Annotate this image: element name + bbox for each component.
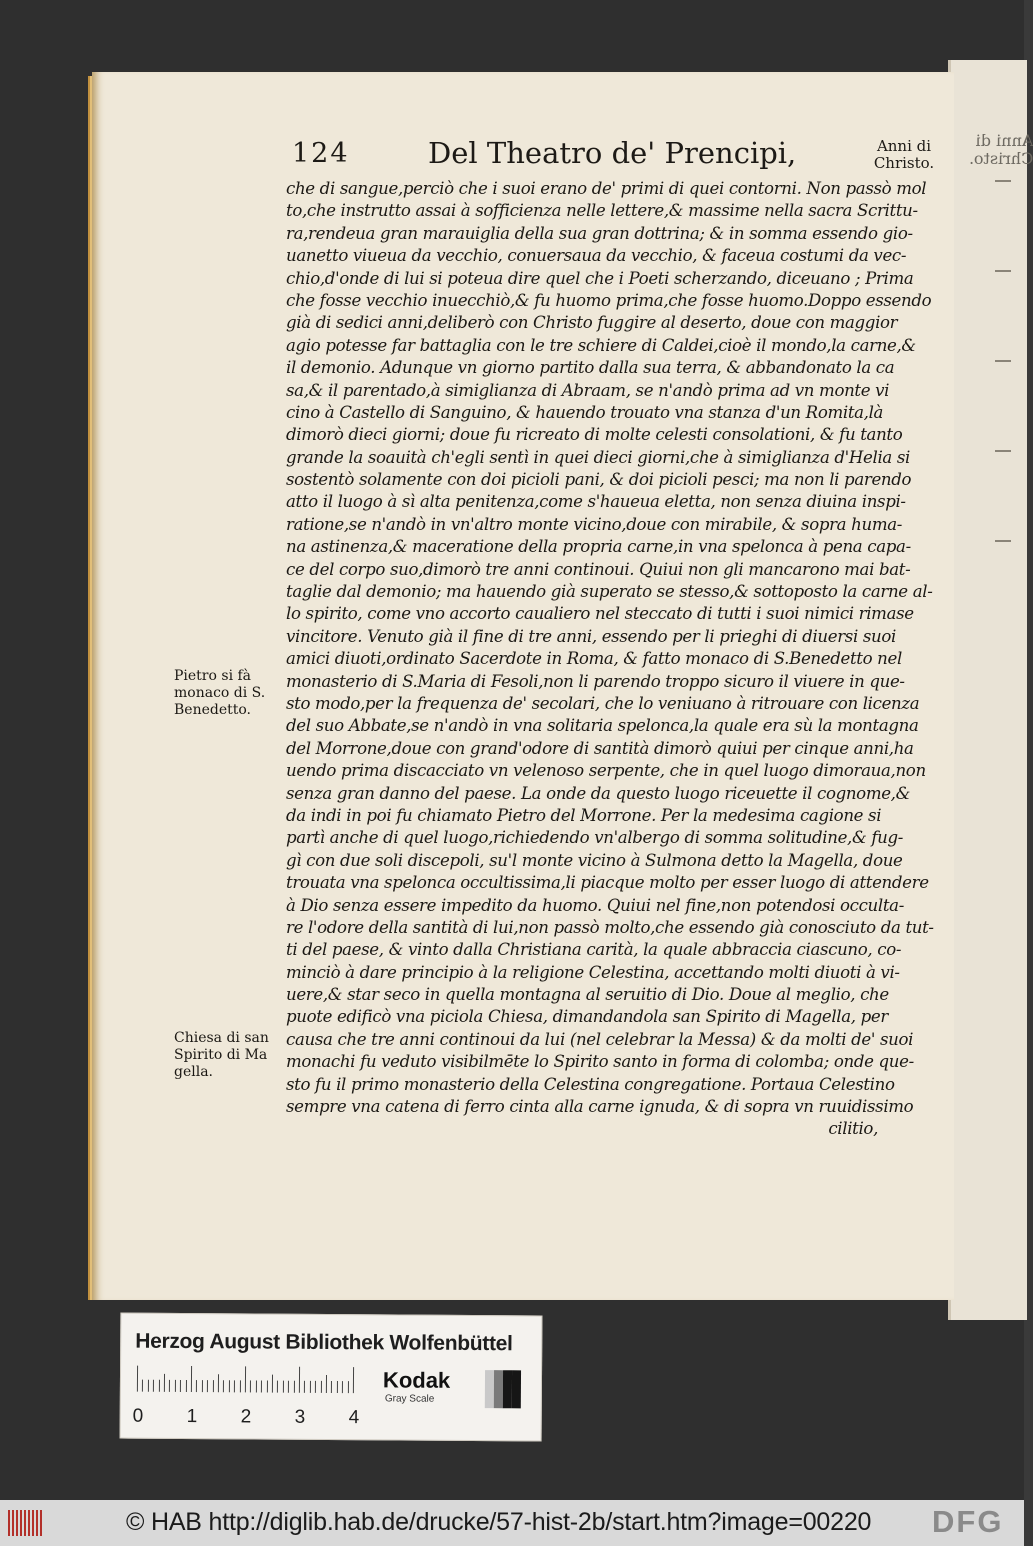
text-line: minciò à dare principio à la religione Celestina, accettando molti diuoti à vi- <box>286 962 900 982</box>
ruler-tick <box>347 1381 348 1393</box>
text-line: il demonio. Adunque vn giorno partito dalla sua terra, & abbandonato la ca <box>286 358 895 378</box>
viewer-footer <box>0 1500 1024 1546</box>
year-column-label <box>868 138 940 172</box>
text-line: vincitore. Venuto già il fine di tre anni, essendo per li prieghi di diuersi suoi <box>286 626 896 646</box>
ruler-tick <box>256 1380 257 1392</box>
ruler-tick <box>137 1366 138 1392</box>
ruler-tick <box>342 1381 343 1393</box>
ruler-tick <box>234 1380 235 1392</box>
text-line: uanetto viueua da vecchio, conuersaua da vecchio, & faceua costumi da vec- <box>286 246 907 266</box>
scale-number: 3 <box>294 1406 306 1428</box>
page-header <box>292 138 952 178</box>
text-line: sto modo,per la frequenza de' secolari, che lo veniuano à ritrouare con licenza <box>286 693 920 713</box>
ruler-tick <box>164 1374 165 1392</box>
year-label-line: Anni di <box>876 137 932 155</box>
marginal-note-line: Chiesa di san <box>174 1030 269 1046</box>
text-line: chio,d'onde di lui si poteua dire quel che i Poeti scherzando, diceuano ; Prima <box>286 268 914 288</box>
ruler-tick <box>142 1380 143 1392</box>
text-line: sempre vna catena di ferro cinta alla carne ignuda, & di sopra vn ruuidissimo <box>286 1097 914 1117</box>
text-line: del Morrone,doue con grand'odore di santità dimorò quiui per cinque anni,ha <box>286 738 914 758</box>
ruler-tick <box>288 1381 289 1393</box>
text-line: atto il luogo à sì alta penitenza,come s'haueua eletta, non senza diuina inspi- <box>286 492 906 512</box>
text-line: monachi fu veduto visibilmēte lo Spirito santo in forma di colomba; onde que- <box>286 1052 914 1072</box>
marginal-note-pietro <box>174 668 278 719</box>
scale-number: 2 <box>240 1406 252 1428</box>
ruler-tick <box>277 1381 278 1393</box>
ruler-tick <box>207 1380 208 1392</box>
text-line: da indi in poi fu chiamato Pietro del Morrone. Per la medesima cagione si <box>286 805 882 825</box>
ruler-tick <box>315 1381 316 1393</box>
scale-number: 4 <box>348 1407 360 1429</box>
facing-mark <box>995 270 1011 272</box>
text-line: ra,rendeua gran marauiglia della sua gran dottrina; & in somma essendo gio- <box>286 223 913 243</box>
ruler-tick <box>229 1380 230 1392</box>
dfg-logo: DFG <box>932 1504 1004 1539</box>
text-line: trouata vna spelonca occultissima,li piacque molto per esser luogo di attendere <box>286 873 929 893</box>
page-number: 124 <box>292 138 350 169</box>
source-url[interactable]: © HAB http://diglib.hab.de/drucke/57-hist-2b/start.htm?image=00220 <box>126 1508 872 1536</box>
ruler-tick <box>320 1381 321 1393</box>
ruler-tick <box>239 1380 240 1392</box>
text-line: to,che instrutto assai à sofficienza nelle lettere,& massime nella sacra Scrittu- <box>286 201 918 221</box>
ruler-tick <box>245 1366 246 1392</box>
ruler-tick <box>326 1375 327 1393</box>
text-line: che di sangue,perciò che i suoi erano de' primi di quei contorni. Non passò mol <box>286 179 927 198</box>
text-line: monasterio di S.Maria di Fesoli,non li parendo troppo sicuro il viuere in que- <box>286 671 905 691</box>
ruler-tick <box>212 1380 213 1392</box>
text-line: grande la soauità ch'egli sentì in quei dieci giorni,che à simiglianza d'Helia si <box>286 447 910 467</box>
text-line: gì con due soli discepoli, su'l monte vicino à Sulmona detto la Magella, doue <box>286 850 903 870</box>
ruler-tick <box>148 1380 149 1392</box>
ruler-tick <box>299 1367 300 1393</box>
ruler-tick <box>158 1380 159 1392</box>
ruler-tick <box>310 1381 311 1393</box>
kodak-logo: Kodak <box>382 1367 451 1393</box>
ruler-tick <box>180 1380 181 1392</box>
text-line: re l'odore della santità di lui,non passò molto,che essendo già conosciuto da tut- <box>286 917 934 937</box>
ruler-tick <box>191 1366 192 1392</box>
text-line: partì anche di quel luogo,richiedendo vn'albergo di somma solitudine,& fug- <box>286 828 903 848</box>
facing-mirror-line: Anni di <box>975 131 1033 150</box>
ruler-tick <box>337 1381 338 1393</box>
text-line: na astinenza,& maceratione della propria carne,in vna spelonca à pena capa- <box>286 537 911 557</box>
ruler-tick <box>293 1381 294 1393</box>
marginal-note-line: monaco di S. <box>174 685 266 701</box>
ruler-tick <box>218 1374 219 1392</box>
year-label-line: Christo. <box>873 154 935 172</box>
text-line: amici diuoti,ordinato Sacerdote in Roma, & fatto monaco di S.Benedetto nel <box>286 649 902 669</box>
running-title: Del Theatro de' Prencipi, <box>428 136 797 170</box>
facing-mirror-line: Christo. <box>969 149 1033 168</box>
marginal-note-line: Spirito di Ma <box>174 1047 268 1063</box>
ruler-tick <box>185 1380 186 1392</box>
text-line: sostentò solamente con doi picioli pani, & doi picioli pesci; ma non li parendo <box>286 470 912 490</box>
text-line: sto fu il primo monasterio della Celestina congregatione. Portaua Celestino <box>286 1074 895 1094</box>
text-line: cino à Castello di Sanguino, & hauendo trouato vna stanza d'un Romita,là <box>286 402 884 422</box>
text-line: agio potesse far battaglia con le tre schiere di Caldei,cioè il mondo,la carne,& <box>286 335 916 355</box>
facing-mark <box>995 450 1011 452</box>
text-line: ratione,se n'andò in vn'altro monte vicino,doue con mirabile, & sopra huma- <box>286 514 903 534</box>
body-text <box>286 178 934 1141</box>
ruler-tick <box>266 1381 267 1393</box>
ruler-tick <box>223 1380 224 1392</box>
hab-barcode-icon <box>8 1510 44 1536</box>
facing-page <box>948 60 1033 1320</box>
gray-scale-ruler <box>137 1362 377 1394</box>
marginal-note-chiesa <box>174 1030 278 1081</box>
marginal-note-line: Pietro si fà <box>174 668 252 684</box>
text-line: uere,& star seco in quella montagna al seruitio di Dio. Doue al meglio, che <box>286 985 889 1005</box>
ruler-tick <box>272 1375 273 1393</box>
ruler-tick <box>196 1380 197 1392</box>
gray-scale-caption: Gray Scale <box>384 1393 435 1405</box>
marginal-note-line: Benedetto. <box>174 702 252 718</box>
catchword: cilitio, <box>828 1119 878 1139</box>
ruler-tick <box>283 1381 284 1393</box>
facing-page-mirror-text <box>969 132 1033 168</box>
text-line: sa,& il parentado,à simiglianza di Abraam, se n'andò prima ad vn monte vi <box>286 380 890 400</box>
text-line: senza gran danno del paese. La onde da questo luogo riceuette il cognome,& <box>286 783 911 803</box>
facing-mark <box>995 360 1011 362</box>
facing-mark <box>995 540 1011 542</box>
text-line: del suo Abbate,se n'andò in vna solitaria spelonca,la quale era sù la montagna <box>286 716 919 736</box>
text-line: uendo prima discacciato vn velenoso serpente, che in quel luogo dimoraua,non <box>286 761 926 781</box>
text-line: che fosse vecchio inuecchiò,& fu huomo prima,che fosse huomo.Doppo essendo <box>286 290 932 310</box>
marginal-note-line: gella. <box>174 1064 213 1080</box>
text-line: causa che tre anni continoui da lui (nel celebrar la Messa) & da molti de' suoi <box>286 1029 914 1049</box>
text-line: ce del corpo suo,dimorò tre anni continoui. Quiui non gli mancarono mai bat- <box>286 559 911 579</box>
text-line: già di sedici anni,deliberò con Christo fuggire al deserto, doue con maggior <box>286 313 898 333</box>
text-line: taglie dal demonio; ma hauendo già superato se stesso,& sottoposto la carne al- <box>286 582 933 602</box>
ruler-tick <box>202 1380 203 1392</box>
text-line: lo spirito, come vno accorto caualiero nel steccato di tutti i suoi nimici rimase <box>286 604 914 624</box>
text-line: puote edificò vna piciola Chiesa, dimandandola san Spirito di Magella, per <box>286 1007 888 1027</box>
ruler-tick <box>175 1380 176 1392</box>
scale-number: 1 <box>186 1405 198 1428</box>
library-label-title: Herzog August Bibliothek Wolfenbüttel <box>135 1329 513 1356</box>
text-line: à Dio senza essere impedito da huomo. Quiui nel fine,non potendosi occulta- <box>286 895 904 915</box>
ruler-tick <box>169 1380 170 1392</box>
library-color-label <box>120 1313 543 1442</box>
ruler-tick <box>261 1381 262 1393</box>
ruler-tick <box>153 1380 154 1392</box>
ruler-tick <box>331 1381 332 1393</box>
text-line: ti del paese, & vinto dalla Christiana carità, la quale abbraccia ciascuno, co- <box>286 940 902 960</box>
scale-number: 0 <box>132 1405 144 1427</box>
text-line: dimorò dieci giorni; doue fu ricreato di molte celesti consolationi, & fu tanto <box>286 425 903 445</box>
ruler-tick <box>304 1381 305 1393</box>
ruler-tick <box>250 1380 251 1392</box>
gray-swatch <box>485 1370 521 1408</box>
facing-mark <box>995 180 1011 182</box>
ruler-tick <box>353 1367 354 1393</box>
